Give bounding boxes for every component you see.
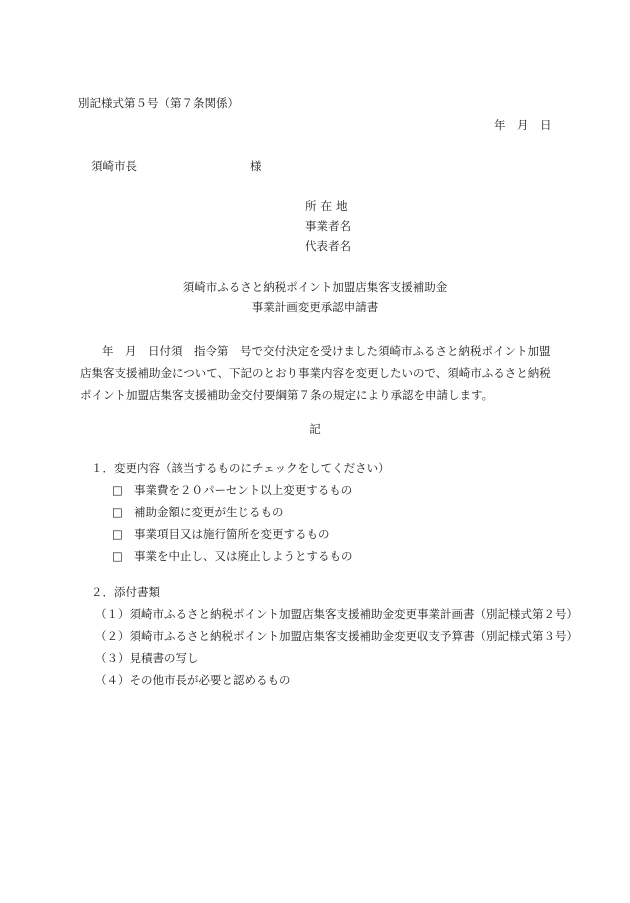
checkbox-icon[interactable]: □ — [112, 483, 123, 497]
addressee-suffix: 様 — [250, 159, 262, 173]
change-content-heading: １．変更内容（該当するものにチェックをしてください） — [91, 461, 390, 475]
document-title-line1: 須崎市ふるさと納税ポイント加盟店集客支援補助金 — [182, 280, 448, 294]
change-option-4[interactable] — [112, 551, 353, 563]
change-option-1[interactable] — [112, 485, 352, 497]
business-name-label: 事業者名 — [305, 219, 351, 233]
application-body-text: 年 月 日付須 指令第 号で交付決定を受けました須崎市ふるさと納税ポイント加盟店集客支援補助金について、下記のとおり事業内容を変更したいので、須崎市ふるさと納税ポイント加盟店集客支援補助金交付要綱第７条の規定により承認を申請します。 — [80, 344, 551, 402]
addressee-name: 須崎市長 — [91, 159, 137, 173]
change-option-label: 事業を中止し、又は廃止しようとするもの — [134, 549, 353, 563]
checkbox-icon[interactable]: □ — [112, 527, 123, 541]
attachment-item-1: （１）須崎市ふるさと納税ポイント加盟店集客支援補助金変更事業計画書（別記様式第２号） — [95, 607, 578, 621]
checkbox-icon[interactable]: □ — [112, 505, 123, 519]
location-label: 所在地 — [305, 199, 352, 213]
form-number: 別記様式第５号（第７条関係） — [78, 96, 239, 110]
change-option-label: 補助金額に変更が生じるもの — [134, 505, 284, 519]
date-line: 年 月 日 — [494, 118, 552, 132]
attachment-item-4: （４）その他市長が必要と認めるもの — [95, 673, 291, 687]
change-option-label: 事業費を２０パーセント以上変更するもの — [134, 483, 353, 497]
attachment-item-3: （３）見積書の写し — [95, 651, 199, 665]
checkbox-icon[interactable]: □ — [112, 549, 123, 563]
change-option-3[interactable] — [112, 529, 330, 541]
ki-marker: 記 — [309, 422, 321, 436]
attachments-heading: ２．添付書類 — [91, 585, 160, 599]
change-option-label: 事業項目又は施行箇所を変更するもの — [134, 527, 330, 541]
change-option-2[interactable] — [112, 507, 284, 519]
attachment-item-2: （２）須崎市ふるさと納税ポイント加盟店集客支援補助金変更収支予算書（別記様式第３号） — [95, 629, 578, 643]
representative-label: 代表者名 — [305, 239, 351, 253]
document-title-line2: 事業計画変更承認申請書 — [251, 300, 379, 314]
